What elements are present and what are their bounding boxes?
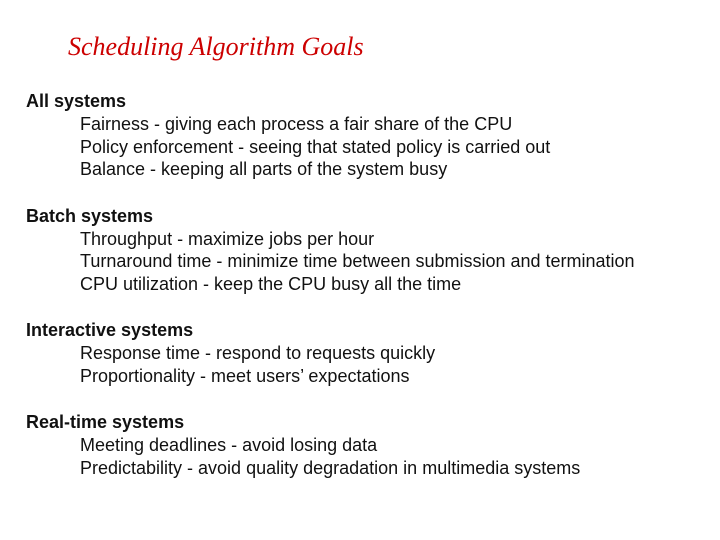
list-item: Response time - respond to requests quickly: [80, 343, 436, 363]
slide-content: [26, 90, 706, 503]
list-item: Proportionality - meet users’ expectations: [80, 365, 410, 386]
section-real-time-systems: [26, 411, 706, 479]
list-item: Predictability - avoid quality degradation in multimedia systems: [80, 457, 581, 478]
section-heading: Interactive systems: [26, 320, 194, 340]
list-item: Throughput - maximize jobs per hour: [80, 228, 375, 249]
section-list: [26, 434, 706, 479]
list-item: Meeting deadlines - avoid losing data: [80, 435, 378, 455]
list-item: Fairness - giving each process a fair share of the CPU: [80, 114, 513, 134]
section-all-systems: [26, 90, 706, 181]
section-interactive-systems: [26, 319, 706, 387]
section-heading: Batch systems: [26, 205, 154, 226]
slide-title: Scheduling Algorithm Goals: [68, 32, 364, 61]
section-list: [26, 228, 706, 296]
section-list: [26, 113, 706, 181]
list-item: Turnaround time - minimize time between submission and termination: [80, 251, 635, 271]
section-batch-systems: [26, 205, 706, 296]
list-item: Policy enforcement - seeing that stated policy is carried out: [80, 136, 551, 157]
section-list: [26, 342, 706, 387]
section-heading: All systems: [26, 91, 127, 111]
list-item: Balance - keeping all parts of the system busy: [80, 159, 448, 179]
list-item: CPU utilization - keep the CPU busy all the time: [80, 273, 462, 294]
section-heading: Real-time systems: [26, 412, 185, 432]
